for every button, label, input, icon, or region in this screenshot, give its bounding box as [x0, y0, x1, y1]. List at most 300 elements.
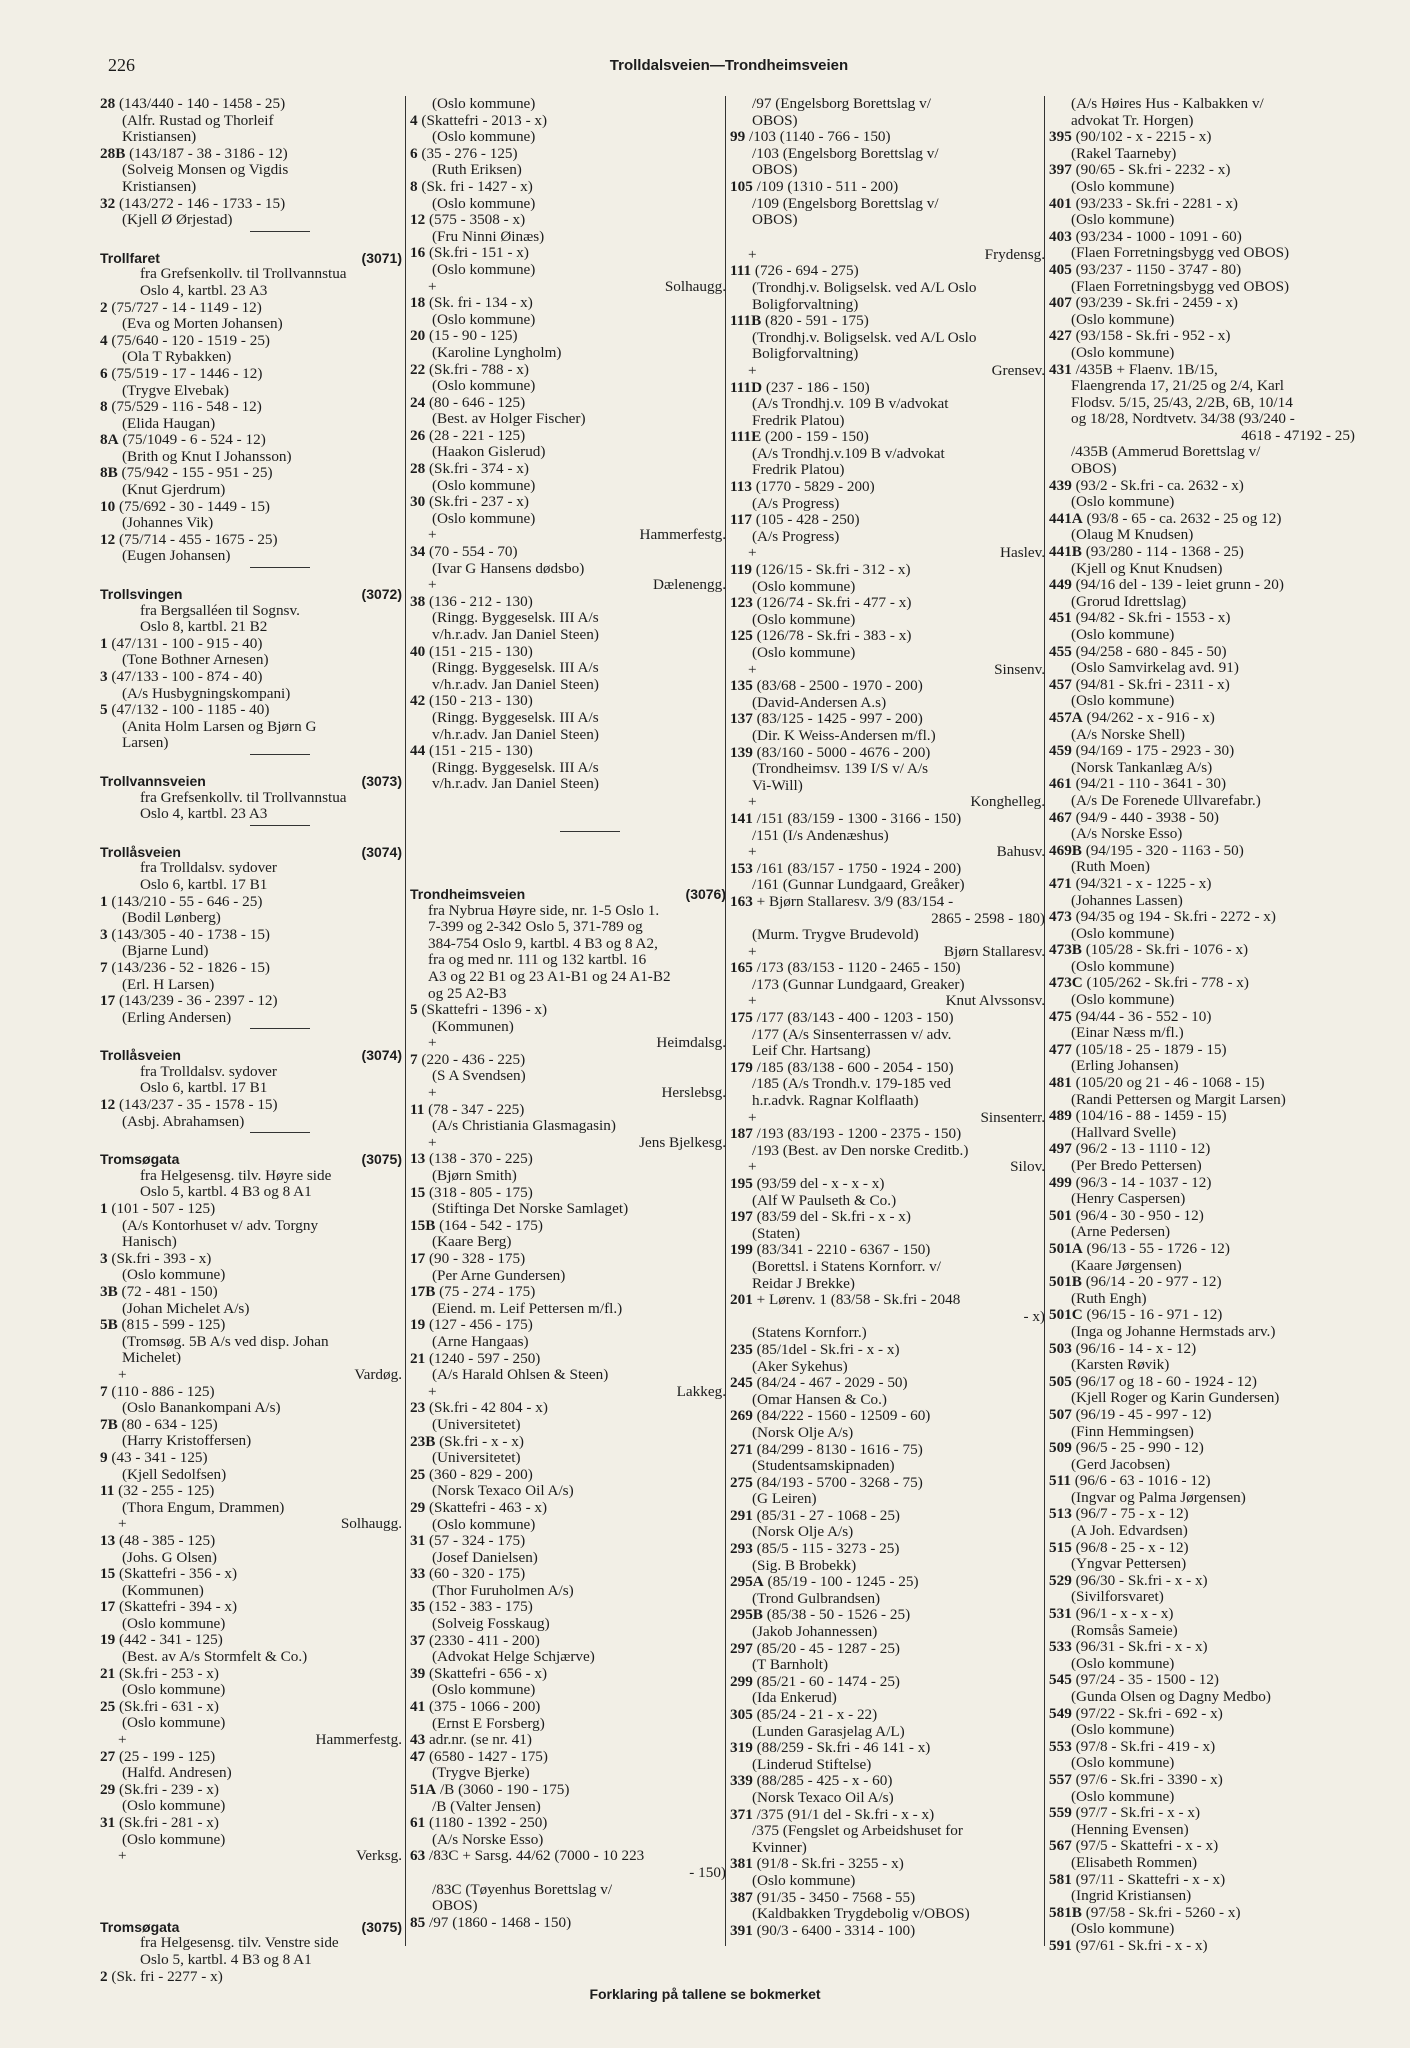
- entry-values: /161 (83/157 - 1750 - 1924 - 200): [756, 859, 962, 877]
- entry: [410, 1185, 726, 1202]
- entry-values: (84/24 - 467 - 2029 - 50): [756, 1374, 908, 1392]
- entry-values: (93/234 - 1000 - 1091 - 60): [1075, 227, 1242, 245]
- entry-line: (Kommunen): [122, 1581, 204, 1599]
- entry-values: (105/262 - Sk.fri - 778 - x): [1086, 974, 1249, 992]
- entry-line: (Harry Kristoffersen): [122, 1432, 252, 1450]
- entry: [1049, 1838, 1355, 1855]
- entry-values: (Sk.fri - 42 804 - x): [428, 1399, 548, 1417]
- entry-line: (Bodil Lønberg): [122, 909, 221, 927]
- entry-line: (Oslo kommune): [1071, 343, 1175, 361]
- entry: [730, 711, 1045, 728]
- entry-number: 21: [100, 1664, 116, 1682]
- entry-values: /B (3060 - 190 - 175): [439, 1781, 570, 1798]
- entry: [100, 1317, 402, 1334]
- street-name: Tromsøgata: [100, 1151, 180, 1168]
- entry-values: (Sk. fri - 134 - x): [428, 294, 533, 312]
- entry-line: Fredrik Platou): [752, 461, 845, 479]
- entry-values: (91/35 - 3450 - 7568 - 55): [756, 1888, 916, 1906]
- entry: [410, 1732, 726, 1749]
- entry-values: (151 - 215 - 130): [428, 642, 533, 660]
- entry: [730, 380, 1045, 397]
- entry-values: (Sk.fri - 374 - x): [428, 460, 529, 478]
- entry-line: v/h.r.adv. Jan Daniel Steen): [432, 775, 599, 793]
- plus-sign: +: [748, 544, 757, 562]
- entry-values: (96/15 - 16 - 971 - 12): [1086, 1306, 1223, 1324]
- entry-number: 245: [730, 1374, 753, 1392]
- entry-values: (726 - 694 - 275): [754, 262, 859, 280]
- entry: [730, 1541, 1045, 1558]
- entry-number: 201: [730, 1291, 753, 1309]
- cross-street-name: Hammerfestg.: [315, 1731, 402, 1749]
- entry-values: (Sk.fri - 151 - x): [428, 244, 529, 262]
- entry-number: 297: [730, 1639, 753, 1657]
- plus-sign: +: [748, 660, 757, 678]
- entry-line: (Oslo kommune): [432, 128, 536, 146]
- street-code: (3071): [361, 249, 402, 266]
- entry-number: 197: [730, 1208, 753, 1226]
- entry-line: (Oslo Samvirkelag avd. 91): [1071, 659, 1239, 677]
- spacer: [100, 1865, 402, 1901]
- entry-values: (90/3 - 6400 - 3314 - 100): [756, 1921, 916, 1939]
- entry-line: (Trondheimsv. 139 I/S v/ A/s: [752, 760, 929, 778]
- entry-values: (110 - 886 - 125): [111, 1382, 215, 1400]
- cross-street-name: Konghelleg.: [970, 793, 1045, 811]
- entry: [410, 1848, 726, 1865]
- entry-line: (Oslo kommune): [1071, 1721, 1175, 1739]
- entry-values: (94/169 - 175 - 2923 - 30): [1075, 742, 1235, 760]
- plus-sign: +: [118, 1731, 127, 1749]
- entry-values: (96/17 og 18 - 60 - 1924 - 12): [1075, 1372, 1257, 1390]
- entry-line: (Karsten Røvik): [1071, 1356, 1170, 1374]
- entry-values: (85/20 - 45 - 1287 - 25): [756, 1639, 900, 1657]
- entry-values: (Sk.fri - 253 - x): [118, 1664, 219, 1682]
- entry-values: /173 (83/153 - 1120 - 2465 - 150): [756, 959, 961, 977]
- entry-number: 63: [410, 1847, 426, 1865]
- entry-values: (75/640 - 120 - 1519 - 25): [111, 331, 270, 349]
- column-3: [725, 96, 1045, 1946]
- cross-street-name: Grensev.: [991, 361, 1045, 379]
- street-heading: [100, 586, 402, 603]
- cross-street-name: Bjørn Stallaresv.: [943, 942, 1045, 960]
- entry-values: (78 - 347 - 225): [428, 1100, 525, 1118]
- entry-line: (Oslo kommune): [1071, 310, 1175, 328]
- entry-line: (Oslo kommune): [1071, 957, 1175, 975]
- entry-number: 407: [1049, 294, 1072, 312]
- entry-line: (Ringg. Byggeselsk. III A/s: [432, 708, 599, 726]
- entry-line: h.r.advk. Ragnar Kolflaath): [752, 1092, 919, 1110]
- entry-line: (Henry Caspersen): [1071, 1190, 1186, 1208]
- entry-values: (96/7 - 75 - x - 12): [1075, 1505, 1189, 1523]
- entry-line: v/h.r.adv. Jan Daniel Steen): [432, 725, 599, 743]
- entry-values: (75/727 - 14 - 1149 - 12): [111, 298, 262, 316]
- entry-number: 17: [100, 992, 116, 1010]
- entry: [730, 1856, 1045, 1873]
- entry-number: 165: [730, 959, 753, 977]
- entry-values: (143/272 - 146 - 1733 - 15): [118, 194, 286, 212]
- entry: [730, 745, 1045, 762]
- entry-line: (Oslo Banankompani A/s): [122, 1399, 281, 1417]
- entry-values: (96/6 - 63 - 1016 - 12): [1074, 1472, 1211, 1490]
- plus-sign: +: [428, 1034, 437, 1052]
- entry: [730, 595, 1045, 612]
- entry-number: 511: [1049, 1472, 1071, 1490]
- entry-values: /177 (83/143 - 400 - 1203 - 150): [756, 1009, 954, 1027]
- entry-values: (85/5 - 115 - 3273 - 25): [756, 1540, 900, 1558]
- entry: [1049, 511, 1355, 528]
- entry-number: 11: [100, 1482, 115, 1500]
- entry: [100, 1749, 402, 1766]
- entry: [100, 96, 402, 113]
- entry: [730, 678, 1045, 695]
- entry: [730, 1607, 1045, 1624]
- entry: [730, 628, 1045, 645]
- entry-line: /375 (Fengslet og Arbeidshuset for: [752, 1822, 963, 1840]
- entry-number: 557: [1049, 1770, 1072, 1788]
- entry-line: (Oslo kommune): [1071, 1754, 1175, 1772]
- entry-values: (97/6 - Sk.fri - 3390 - x): [1075, 1770, 1223, 1788]
- cross-street: [410, 279, 726, 296]
- entry-line: (Finn Hemmingsen): [1071, 1422, 1194, 1440]
- entry-values: (Sk. fri - 2277 - x): [111, 1967, 223, 1985]
- entry-number: 7: [100, 1382, 108, 1400]
- entry: [1049, 610, 1355, 627]
- entry: [410, 1500, 726, 1517]
- street-description: Oslo 4, kartbl. 23 A3: [140, 805, 268, 823]
- entry-line: (Best. av A/s Stormfelt & Co.): [122, 1648, 308, 1666]
- entry-values: (815 - 599 - 125): [121, 1316, 226, 1334]
- entry: [1049, 776, 1355, 793]
- entry-line: (Oslo kommune): [432, 194, 536, 212]
- entry: [100, 465, 402, 482]
- entry: [410, 1915, 726, 1932]
- entry-values: (94/258 - 680 - 845 - 50): [1075, 642, 1227, 660]
- entry-line: Hanisch): [122, 1233, 177, 1251]
- entry: [1049, 162, 1355, 179]
- entry: [730, 1242, 1045, 1259]
- cross-street-name: Knut Alvssonsv.: [945, 992, 1045, 1010]
- entry-number: 501A: [1049, 1239, 1083, 1257]
- entry-values: (164 - 542 - 175): [439, 1216, 543, 1234]
- cross-street: [100, 1848, 402, 1865]
- entry-values: (Sk.fri - 237 - x): [428, 493, 529, 511]
- entry: [1049, 129, 1355, 146]
- entry: [100, 399, 402, 416]
- entry: [1049, 1208, 1355, 1225]
- entry-values: (75 - 274 - 175): [439, 1283, 536, 1301]
- cross-street: [100, 1732, 402, 1749]
- entry: [730, 1475, 1045, 1492]
- entry: [730, 1442, 1045, 1459]
- entry-values: (Skattefri - 1396 - x): [421, 1001, 548, 1019]
- entry: [1049, 1473, 1355, 1490]
- entry-number: 391: [730, 1921, 753, 1939]
- entry: [730, 512, 1045, 529]
- entry-values: (105 - 428 - 250): [755, 511, 860, 529]
- entry-values: (143/440 - 140 - 1458 - 25): [118, 95, 286, 112]
- plus-sign: +: [428, 277, 437, 295]
- entry: [1049, 478, 1355, 495]
- street-description: fra Trolldalsv. sydover: [140, 1062, 277, 1080]
- entry: [1049, 710, 1355, 727]
- entry-number: 12: [410, 211, 426, 229]
- entry-line: (A/s Høires Hus - Kalbakken v/: [1071, 95, 1264, 112]
- entry-line: (Oslo kommune): [1071, 1654, 1175, 1672]
- entry: [1049, 1606, 1355, 1623]
- entry-number: 295B: [730, 1606, 763, 1624]
- entry-number: 553: [1049, 1737, 1072, 1755]
- entry-values: /109 (1310 - 511 - 200): [756, 177, 899, 195]
- cross-street: [100, 1516, 402, 1533]
- entry-line: (Studentsamskipnaden): [752, 1457, 895, 1475]
- entry-values: (75/519 - 17 - 1446 - 12): [111, 364, 263, 382]
- entry-values: (60 - 320 - 175): [428, 1565, 526, 1583]
- entry-number: 13: [410, 1150, 426, 1168]
- entry-number: 28: [100, 95, 116, 112]
- entry-values: (143/187 - 38 - 3186 - 12): [129, 144, 288, 162]
- entry-line: /83C (Tøyenhus Borettslag v/: [432, 1880, 613, 1898]
- entry-line: (Oslo kommune): [122, 1830, 226, 1848]
- street-name: Trollåsveien: [100, 843, 181, 860]
- entry-values: (75/692 - 30 - 1449 - 15): [118, 497, 270, 515]
- entry: [1049, 644, 1355, 661]
- entry: [1049, 1739, 1355, 1756]
- entry: [100, 1284, 402, 1301]
- entry-line: (Gunda Olsen og Dagny Medbo): [1071, 1688, 1271, 1705]
- entry: [730, 1209, 1045, 1226]
- entry-number: 591: [1049, 1936, 1072, 1954]
- entry-line: /B (Valter Jensen): [432, 1797, 541, 1815]
- entry-line: (Statens Kornforr.): [752, 1324, 867, 1342]
- plus-sign: +: [118, 1847, 127, 1865]
- entry-values: (1240 - 597 - 250): [428, 1349, 541, 1367]
- entry-number: 1: [100, 1200, 108, 1218]
- entry-values: (96/16 - 14 - x - 12): [1075, 1339, 1197, 1357]
- plus-sign: +: [748, 1108, 757, 1126]
- entry-values: (1770 - 5829 - 200): [755, 478, 875, 496]
- entry: [100, 1417, 402, 1434]
- entry-values: (93/59 del - x - x - x): [756, 1175, 885, 1192]
- page-header: [108, 55, 1350, 81]
- entry-line: OBOS): [752, 111, 798, 129]
- cross-street: [410, 577, 726, 594]
- entry: [1049, 1772, 1355, 1789]
- entry: [410, 494, 726, 511]
- entry-number: 125: [730, 627, 753, 645]
- entry-number: 2: [100, 298, 108, 316]
- entry: [100, 1384, 402, 1401]
- entry: [100, 146, 402, 163]
- entry-line: (Ingrid Kristiansen): [1071, 1887, 1192, 1905]
- entry-number: 163: [730, 892, 753, 910]
- entry-continuation: - 150): [689, 1863, 726, 1881]
- entry-line: (Flaen Forretningsbygg ved OBOS): [1071, 244, 1290, 262]
- entry-line: (A/s Progress): [752, 527, 840, 545]
- entry-number: 15: [410, 1183, 426, 1201]
- entry-line: (Knut Gjerdrum): [122, 481, 226, 499]
- entry-line: (Ingvar og Palma Jørgensen): [1071, 1488, 1246, 1506]
- entry-number: 7B: [100, 1415, 118, 1433]
- entry-line: (S A Svendsen): [432, 1067, 526, 1085]
- entry-number: 451: [1049, 609, 1072, 627]
- entry-values: (93/239 - Sk.fri - 2459 - x): [1075, 294, 1238, 312]
- entry-line: Fredrik Platou): [752, 411, 845, 429]
- entry: [410, 1533, 726, 1550]
- entry-values: (70 - 554 - 70): [428, 543, 518, 561]
- entry-values: (101 - 507 - 125): [111, 1200, 216, 1218]
- entry: [1049, 328, 1355, 345]
- entry-line: (Oslo kommune): [122, 1714, 226, 1732]
- entry-values: (97/11 - Skattefri - x - x): [1075, 1870, 1226, 1888]
- entry-number: 32: [100, 194, 116, 212]
- entry: [1049, 1374, 1355, 1391]
- entry-line: (Eva og Morten Johansen): [122, 315, 283, 333]
- entry-number: 395: [1049, 128, 1072, 146]
- plus-sign: +: [748, 843, 757, 861]
- entry-line: (Advokat Helge Schjærve): [432, 1648, 595, 1666]
- entry-number: 235: [730, 1340, 753, 1358]
- entry-number: 439: [1049, 476, 1072, 494]
- cross-street-name: Silov.: [1010, 1158, 1045, 1176]
- entry-values: (57 - 324 - 175): [428, 1532, 526, 1550]
- entry-line: (Kjell Roger og Karin Gundersen): [1071, 1389, 1280, 1407]
- entry-number: 47: [410, 1747, 426, 1765]
- entry-continuation: 4618 - 47192 - 25): [1241, 426, 1355, 444]
- entry-line: (Ernst E Forsberg): [432, 1714, 545, 1732]
- entry-values: (85/1del - Sk.fri - x - x): [756, 1340, 900, 1358]
- entry: [730, 960, 1045, 977]
- separator-rule: [250, 231, 310, 232]
- entry-number: 199: [730, 1241, 753, 1259]
- entry-number: 23: [410, 1399, 426, 1417]
- entry-line: (Norsk Olje A/s): [752, 1523, 854, 1541]
- entry-line: (Oslo kommune): [432, 509, 536, 527]
- entry-number: 31: [410, 1532, 426, 1550]
- entry-number: 7: [100, 958, 108, 976]
- entry-line: (Fru Ninni Øinæs): [432, 227, 545, 245]
- entry-values: (90 - 328 - 175): [428, 1250, 526, 1267]
- entry-line: (Universitetet): [432, 1449, 521, 1467]
- street-name: Trollåsveien: [100, 1047, 181, 1064]
- entry-number: 3: [100, 925, 108, 943]
- entry-line: (Oslo kommune): [1071, 1787, 1175, 1805]
- cross-street: [410, 1085, 726, 1102]
- entry: [410, 1317, 726, 1334]
- entry: [100, 1097, 402, 1114]
- entry-values: (143/237 - 35 - 1578 - 15): [118, 1096, 278, 1114]
- entry-line: Kristiansen): [122, 128, 197, 146]
- cross-street: [730, 247, 1045, 264]
- entry-values: (85/31 - 27 - 1068 - 25): [756, 1506, 900, 1524]
- entry: [410, 1749, 726, 1766]
- entry: [1049, 1872, 1355, 1889]
- entry-values: (Skattefri - 394 - x): [118, 1598, 238, 1616]
- entry-line: (Lunden Garasjelag A/L): [752, 1722, 905, 1740]
- entry-values: (96/1 - x - x - x): [1075, 1605, 1174, 1623]
- entry-line: (Einar Næss m/fl.): [1071, 1024, 1184, 1042]
- entry-number: 179: [730, 1058, 753, 1076]
- entry-values: (47/132 - 100 - 1185 - 40): [111, 701, 270, 719]
- entry-values: (97/61 - Sk.fri - x - x): [1075, 1936, 1208, 1954]
- entry: [410, 1467, 726, 1484]
- entry-number: 117: [730, 511, 752, 529]
- entry-number: 41: [410, 1698, 426, 1716]
- entry-number: 559: [1049, 1804, 1072, 1822]
- entry-line: (Ruth Eriksen): [432, 161, 522, 179]
- cross-street-name: Herslebsg.: [661, 1084, 726, 1102]
- entry-values: (97/58 - Sk.fri - 5260 - x): [1085, 1903, 1241, 1921]
- entry-number: 449: [1049, 576, 1072, 594]
- cross-street-name: Frydensg.: [984, 245, 1045, 263]
- entry: [730, 1060, 1045, 1077]
- entry-line: /185 (A/s Trondh.v. 179-185 ved: [752, 1075, 951, 1093]
- entry-line: (G Leiren): [752, 1490, 817, 1508]
- entry-values: (90/102 - x - 2215 - x): [1075, 128, 1212, 146]
- entry-line: Flodsv. 5/15, 25/43, 2/2B, 6B, 10/14: [1071, 393, 1293, 411]
- running-title: Trolldalsveien—Trondheimsveien: [609, 57, 849, 74]
- entry: [410, 1351, 726, 1368]
- entry: [100, 300, 402, 317]
- entry-number: 6: [100, 364, 108, 382]
- entry-line: (Ida Enkerud): [752, 1689, 837, 1707]
- entry-values: (93/2 - Sk.fri - ca. 2632 - x): [1075, 476, 1244, 494]
- street-heading: [100, 773, 402, 790]
- entry: [1049, 1175, 1355, 1192]
- entry-line: (Linderud Stiftelse): [752, 1755, 872, 1773]
- street-description: og 25 A2-B3: [428, 984, 507, 1002]
- entry: [410, 1284, 726, 1301]
- entry-values: (96/2 - 13 - 1110 - 12): [1075, 1140, 1211, 1158]
- entry-number: 339: [730, 1772, 753, 1790]
- entry-number: 175: [730, 1009, 753, 1027]
- entry-number: 37: [410, 1631, 426, 1649]
- entry-line: (A/s Norske Esso): [432, 1830, 544, 1848]
- entry-number: 26: [410, 426, 426, 444]
- entry-values: (84/299 - 8130 - 1616 - 75): [756, 1440, 923, 1458]
- entry-values: (1180 - 1392 - 250): [428, 1814, 548, 1832]
- entry: [100, 894, 402, 911]
- entry-values: (32 - 255 - 125): [118, 1482, 215, 1500]
- entry-line: (Eiend. m. Leif Pettersen m/fl.): [432, 1299, 623, 1317]
- entry-number: 503: [1049, 1339, 1072, 1357]
- entry-continuation: - x): [1023, 1307, 1045, 1325]
- entry: [1049, 1042, 1355, 1059]
- entry-values: (104/16 - 88 - 1459 - 15): [1075, 1107, 1227, 1125]
- street-description: fra Trolldalsv. sydover: [140, 859, 277, 877]
- entry-values: (Sk.fri - 631 - x): [118, 1697, 219, 1715]
- separator-rule: [250, 1132, 310, 1133]
- entry: [1049, 1108, 1355, 1125]
- entry-number: 469B: [1049, 841, 1082, 859]
- entry-number: 99: [730, 128, 746, 146]
- entry-number: 15: [100, 1565, 116, 1583]
- entry-values: (152 - 383 - 175): [428, 1598, 533, 1616]
- street-heading: [100, 250, 402, 267]
- entry-line: (Erling Johansen): [1071, 1057, 1179, 1075]
- entry-line: (Oslo kommune): [1071, 626, 1175, 643]
- street-name: Tromsøgata: [100, 1918, 180, 1935]
- street-heading: [410, 886, 726, 903]
- entry-values: (105/18 - 25 - 1879 - 15): [1075, 1040, 1227, 1058]
- entry-values: (Sk.fri - x - x): [439, 1432, 524, 1450]
- entry: [730, 1807, 1045, 1824]
- entry-line: (A/s Kontorhuset v/ adv. Torgny: [122, 1216, 319, 1234]
- street-name: Trollsvingen: [100, 586, 183, 603]
- entry-values: (28 - 221 - 125): [428, 426, 526, 444]
- entry: [410, 594, 726, 611]
- entry: [730, 1574, 1045, 1591]
- entry-values: (93/233 - Sk.fri - 2281 - x): [1075, 194, 1238, 212]
- entry: [1049, 1805, 1355, 1822]
